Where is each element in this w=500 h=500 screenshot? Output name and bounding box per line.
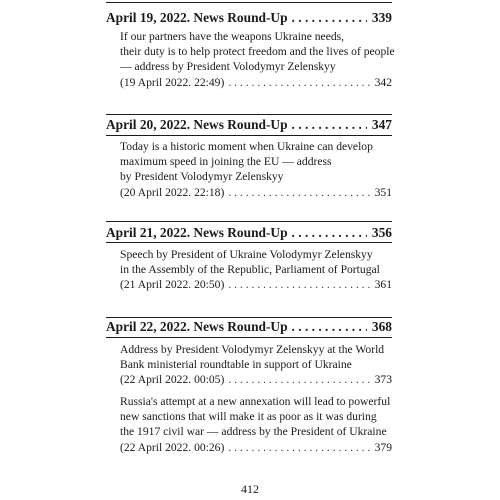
dot-leader <box>292 9 367 26</box>
section-rule <box>106 2 392 3</box>
section-page-number: 368 <box>371 319 392 334</box>
entry-date-line <box>120 185 392 200</box>
entry-line: Today is a historic moment when Ukraine can develop <box>120 140 373 153</box>
page-number-footer: 412 <box>241 482 259 496</box>
section-heading <box>106 9 392 26</box>
entry-line: Speech by President of Ukraine Volodymyr Zelenskyy <box>120 248 373 261</box>
section-heading <box>106 224 392 241</box>
entry-date-line <box>120 75 392 90</box>
entry-line: new sanctions that will make it as poor as it was during <box>120 410 377 424</box>
entry-line: Russia's attempt at a new annexation will lead to powerful <box>120 395 391 408</box>
section-page-number: 347 <box>371 117 392 132</box>
entry-date: (19 April 2022. 22:49) <box>120 75 225 89</box>
entry-date: (22 April 2022. 00:05) <box>120 373 225 387</box>
entry-date-line <box>120 440 392 455</box>
toc-entry <box>120 29 395 90</box>
dot-leader <box>292 224 367 241</box>
entry-line: in the Assembly of the Republic, Parliament of Portugal <box>120 263 380 277</box>
entry-date: (21 April 2022. 20:50) <box>120 278 225 292</box>
dot-leader <box>228 185 371 200</box>
toc-entry <box>120 394 392 455</box>
dot-leader <box>292 318 367 335</box>
entry-line: maximum speed in joining the EU — address <box>120 155 332 169</box>
section-title: April 21, 2022. News Round-Up <box>106 225 288 240</box>
entry-line: by President Volodymyr Zelenskyy <box>120 170 284 184</box>
entry-page-number: 379 <box>374 440 392 454</box>
toc-entry <box>120 139 392 200</box>
entry-date-line <box>120 277 392 292</box>
entry-line: If our partners have the weapons Ukraine needs, <box>120 30 345 43</box>
dot-leader <box>228 75 371 90</box>
section-page-number: 339 <box>371 10 392 25</box>
section-rule <box>106 337 392 338</box>
entry-line: the 1917 civil war — address by the President of Ukraine <box>120 425 387 439</box>
section-title: April 20, 2022. News Round-Up <box>106 117 288 132</box>
entry-date: (20 April 2022. 22:18) <box>120 185 225 199</box>
section-title: April 22, 2022. News Round-Up <box>106 319 288 334</box>
entry-page-number: 342 <box>374 75 392 89</box>
section-rule <box>106 135 392 136</box>
entry-line: — address by President Volodymyr Zelenskyy <box>120 60 336 74</box>
dot-leader <box>228 440 371 455</box>
entry-page-number: 361 <box>374 278 392 292</box>
toc-entry <box>120 342 392 388</box>
entry-line: Address by President Volodymyr Zelenskyy at the World <box>120 343 385 356</box>
section-rule <box>106 242 392 243</box>
dot-leader <box>292 116 367 133</box>
section-heading <box>106 116 392 133</box>
section-heading <box>106 318 392 335</box>
dot-leader <box>228 372 371 387</box>
entry-date-line <box>120 372 392 387</box>
section-rule <box>106 221 392 222</box>
dot-leader <box>228 277 371 292</box>
section-title: April 19, 2022. News Round-Up <box>106 10 288 25</box>
entry-line: their duty is to help protect freedom and the lives of people <box>120 45 395 59</box>
entry-page-number: 373 <box>374 373 392 387</box>
toc-entry <box>120 247 392 293</box>
section-page-number: 356 <box>371 225 392 240</box>
entry-line: Bank ministerial roundtable in support of Ukraine <box>120 358 352 372</box>
entry-page-number: 351 <box>374 185 392 199</box>
section-rule <box>106 114 392 115</box>
entry-date: (22 April 2022. 00:26) <box>120 440 225 454</box>
